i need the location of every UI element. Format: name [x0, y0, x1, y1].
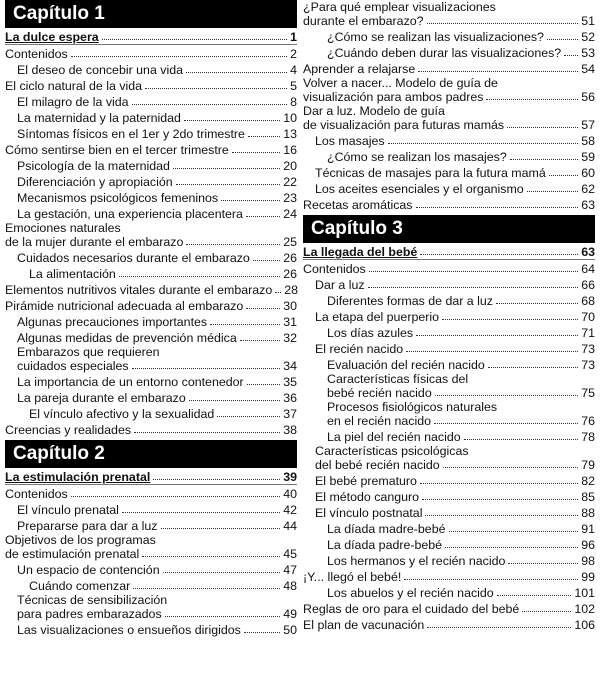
toc-section-title[interactable]: [5, 468, 297, 485]
toc-page-number: 45: [283, 547, 297, 561]
leader-dots: [434, 423, 578, 424]
toc-entry-text: La llegada del bebé: [303, 245, 418, 259]
toc-entry[interactable]: [303, 260, 595, 276]
toc-entry-text: Objetivos de los programas: [5, 533, 156, 547]
toc-entry-text: La alimentación: [29, 267, 116, 281]
leader-dots: [153, 479, 280, 480]
toc-entry[interactable]: [303, 584, 595, 600]
toc-page-number: 32: [283, 331, 297, 345]
chapter-2-toc-continued: [303, 0, 595, 212]
toc-entry[interactable]: [5, 345, 297, 373]
toc-page-number: 20: [283, 159, 297, 173]
toc-entry-text: Cuándo comenzar: [29, 579, 131, 593]
toc-entry-text: El deseo de concebir una vida: [17, 63, 184, 77]
leader-dots: [445, 547, 578, 548]
toc-entry-text: La etapa del puerperio: [315, 310, 440, 324]
toc-entry[interactable]: [303, 324, 595, 340]
leader-dots: [547, 39, 578, 40]
toc-section-title[interactable]: [303, 243, 595, 260]
toc-page-number: 42: [283, 503, 297, 517]
toc-entry-text: ¿Para qué emplear visualizaciones: [303, 0, 496, 14]
leader-dots: [449, 531, 579, 532]
toc-page-number: 102: [574, 602, 595, 616]
toc-page-number: 24: [283, 207, 297, 221]
toc-entry-text: La gestación, una experiencia placentera: [17, 207, 243, 221]
toc-page-number: 38: [283, 423, 297, 437]
toc-page-number: 34: [283, 359, 297, 373]
toc-entry[interactable]: [5, 205, 297, 221]
toc-entry-text: ¿Cómo se realizan los masajes?: [327, 150, 507, 164]
toc-entry[interactable]: [303, 536, 595, 552]
toc-entry-text: Mecanismos psicológicos femeninos: [17, 191, 219, 205]
toc-entry[interactable]: [5, 389, 297, 405]
toc-entry[interactable]: [5, 281, 297, 297]
leader-dots: [248, 136, 280, 137]
toc-page-number: 2: [290, 47, 297, 61]
toc-entry[interactable]: [303, 28, 595, 44]
toc-entry-text-continued: del bebé recién nacido: [315, 458, 440, 472]
toc-entry[interactable]: [5, 329, 297, 345]
toc-entry[interactable]: [5, 189, 297, 205]
toc-entry-text: Creencias y realidades: [5, 423, 132, 437]
toc-page-number: 30: [283, 299, 297, 313]
toc-entry[interactable]: [5, 77, 297, 93]
toc-entry-text: Las visualizaciones o ensueños dirigidos: [17, 623, 241, 637]
toc-page-number: 13: [283, 127, 297, 141]
toc-entry-text: La maternidad y la paternidad: [17, 111, 181, 125]
leader-dots: [522, 611, 571, 612]
toc-entry[interactable]: [5, 45, 297, 61]
leader-dots: [184, 120, 280, 121]
toc-entry-text-continued: visualización para ambos padres: [303, 90, 484, 104]
toc-page-number: 8: [290, 95, 297, 109]
toc-entry[interactable]: [5, 485, 297, 501]
leader-dots: [507, 127, 578, 128]
toc-page-number: 66: [581, 278, 595, 292]
toc-entry[interactable]: [5, 173, 297, 189]
toc-entry-text: ¿Cuándo deben durar las visualizaciones?: [327, 46, 562, 60]
toc-entry[interactable]: [303, 148, 595, 164]
toc-entry-text-continued: durante el embarazo?: [303, 14, 424, 28]
chapter-2-heading: Capítulo 2: [5, 440, 297, 468]
leader-dots: [133, 588, 280, 589]
leader-dots: [368, 287, 579, 288]
leader-dots: [132, 368, 281, 369]
toc-page-number: 56: [581, 90, 595, 104]
toc-entry-text: Psicología de la maternidad: [17, 159, 170, 173]
chapter-1-toc: [5, 28, 297, 437]
toc-entry-text: Diferentes formas de dar a luz: [327, 294, 493, 308]
leader-dots: [425, 515, 578, 516]
toc-entry[interactable]: [5, 621, 297, 637]
toc-entry-text: Pirámide nutricional adecuada al embarazo: [5, 299, 244, 313]
toc-entry-text: Un espacio de contención: [17, 563, 160, 577]
toc-page-number: 57: [581, 118, 595, 132]
toc-entry[interactable]: [5, 593, 297, 621]
toc-entry-text: El plan de vacunación: [303, 618, 425, 632]
leader-dots: [442, 319, 578, 320]
toc-entry-text: El recién nacido: [315, 342, 404, 356]
toc-page-number: 23: [283, 191, 297, 205]
toc-page-number: 1: [290, 30, 297, 44]
leader-dots: [420, 483, 578, 484]
toc-entry-text: El ciclo natural de la vida: [5, 79, 143, 93]
leader-dots: [176, 184, 281, 185]
leader-dots: [189, 400, 280, 401]
toc-entry[interactable]: [303, 292, 595, 308]
toc-entry-text: Los días azules: [327, 326, 414, 340]
toc-entry[interactable]: [303, 44, 595, 60]
toc-entry[interactable]: [5, 405, 297, 421]
leader-dots: [253, 260, 280, 261]
toc-entry-text: Embarazos que requieren: [17, 345, 160, 359]
toc-page-number: 106: [574, 618, 595, 632]
toc-page-number: 60: [581, 166, 595, 180]
toc-entry[interactable]: [5, 313, 297, 329]
toc-page-number: 49: [283, 607, 297, 621]
toc-page-number: 10: [283, 111, 297, 125]
toc-entry[interactable]: [303, 372, 595, 400]
toc-entry-text: La dulce espera: [5, 30, 99, 44]
toc-page-number: 16: [283, 143, 297, 157]
toc-page-number: 98: [581, 554, 595, 568]
toc-page-number: 64: [581, 262, 595, 276]
leader-dots: [508, 563, 578, 564]
toc-entry[interactable]: [303, 60, 595, 76]
leader-dots: [145, 88, 287, 89]
leader-dots: [406, 351, 578, 352]
toc-entry-text-continued: de estimulación prenatal: [5, 547, 140, 561]
toc-entry[interactable]: [303, 180, 595, 196]
toc-entry-text-continued: de visualización para futuras mamás: [303, 118, 505, 132]
toc-entry-text: Dar a luz: [315, 278, 365, 292]
left-column: [5, 0, 297, 637]
leader-dots: [510, 159, 578, 160]
leader-dots: [244, 632, 280, 633]
toc-entry-text: Evaluación del recién nacido: [327, 358, 485, 372]
toc-entry-text: El método canguro: [315, 490, 420, 504]
toc-entry-text: Reglas de oro para el cuidado del bebé: [303, 602, 520, 616]
leader-dots: [435, 395, 578, 396]
toc-page-number: 39: [283, 470, 297, 484]
right-column: [303, 0, 595, 632]
leader-dots: [416, 207, 579, 208]
toc-page-number: 99: [581, 570, 595, 584]
toc-entry-text: Emociones naturales: [5, 221, 121, 235]
toc-page-number: 4: [290, 63, 297, 77]
toc-page-number: 82: [581, 474, 595, 488]
toc-entry[interactable]: [303, 164, 595, 180]
toc-entry-text: Los masajes: [315, 134, 385, 148]
toc-page-number: 28: [284, 283, 299, 297]
leader-dots: [247, 384, 281, 385]
toc-entry[interactable]: [5, 141, 297, 157]
leader-dots: [488, 367, 578, 368]
chapter-3-heading: Capítulo 3: [303, 215, 595, 243]
leader-dots: [388, 143, 579, 144]
leader-dots: [246, 308, 280, 309]
toc-entry[interactable]: [303, 196, 595, 212]
leader-dots: [186, 72, 287, 73]
leader-dots: [71, 496, 281, 497]
toc-entry-text: Algunas medidas de prevención médica: [17, 331, 237, 345]
toc-page-number: 44: [283, 519, 297, 533]
toc-page-number: 50: [283, 623, 297, 637]
toc-entry[interactable]: [303, 600, 595, 616]
leader-dots: [418, 71, 578, 72]
toc-entry-text-continued: bebé recién nacido: [327, 386, 432, 400]
toc-page-number: 79: [581, 458, 595, 472]
toc-entry-text: El vínculo prenatal: [17, 503, 119, 517]
toc-entry-text: Técnicas de sensibilización: [17, 593, 168, 607]
toc-entry[interactable]: [303, 0, 595, 28]
toc-entry-text: La díada padre-bebé: [327, 538, 443, 552]
toc-entry[interactable]: [303, 428, 595, 444]
toc-page-number: 26: [283, 251, 297, 265]
toc-page-number: 85: [581, 490, 595, 504]
toc-entry-text: Síntomas físicos en el 1er y 2do trimestre: [17, 127, 245, 141]
leader-dots: [132, 104, 288, 105]
leader-dots: [142, 556, 280, 557]
toc-entry-text: Características físicas del: [327, 372, 469, 386]
toc-entry[interactable]: [5, 265, 297, 281]
toc-entry-text: Cuidados necesarios durante el embarazo: [17, 251, 250, 265]
toc-entry-text: La estimulación prenatal: [5, 470, 151, 484]
toc-entry[interactable]: [5, 297, 297, 313]
toc-entry-text: El bebé prematuro: [315, 474, 417, 488]
leader-dots: [549, 175, 578, 176]
toc-page-number: 70: [581, 310, 595, 324]
leader-dots: [497, 595, 572, 596]
toc-entry-text: La díada madre-bebé: [327, 522, 446, 536]
toc-entry-text-continued: para padres embarazados: [17, 607, 162, 621]
leader-dots: [416, 335, 578, 336]
leader-dots: [427, 23, 579, 24]
toc-page-number: 73: [581, 342, 595, 356]
toc-entry[interactable]: [5, 249, 297, 265]
leader-dots: [221, 200, 280, 201]
toc-entry-text: ¿Cómo se realizan las visualizaciones?: [327, 30, 544, 44]
leader-dots: [165, 616, 281, 617]
leader-dots: [161, 528, 281, 529]
leader-dots: [427, 627, 571, 628]
toc-entry[interactable]: [303, 444, 595, 472]
toc-entry-text-continued: cuidados especiales: [17, 359, 129, 373]
toc-page-number: 22: [283, 175, 297, 189]
toc-entry[interactable]: [5, 421, 297, 437]
leader-dots: [163, 572, 281, 573]
toc-entry[interactable]: [5, 93, 297, 109]
toc-entry[interactable]: [303, 276, 595, 292]
toc-entry[interactable]: [5, 61, 297, 77]
toc-entry-text: Elementos nutritivos vitales durante el embarazo: [5, 283, 273, 297]
toc-page-number: 101: [574, 586, 595, 600]
toc-entry-text: Los aceites esenciales y el organismo: [315, 182, 524, 196]
toc-entry[interactable]: [5, 501, 297, 517]
toc-page-number: 59: [581, 150, 595, 164]
leader-dots: [496, 303, 578, 304]
toc-entry-text: Volver a nacer... Modelo de guía de: [303, 76, 498, 90]
leader-dots: [71, 56, 287, 57]
toc-entry-text: El vínculo afectivo y la sexualidad: [29, 407, 215, 421]
toc-entry[interactable]: [303, 488, 595, 504]
toc-entry[interactable]: [303, 340, 595, 356]
leader-dots: [122, 512, 280, 513]
toc-page-number: 76: [581, 414, 595, 428]
leader-dots: [422, 499, 578, 500]
leader-dots: [232, 152, 280, 153]
toc-entry[interactable]: [5, 157, 297, 173]
toc-page-number: 5: [290, 79, 297, 93]
toc-page-number: 58: [581, 134, 595, 148]
toc-entry-text: Contenidos: [5, 487, 68, 501]
toc-page-number: 96: [581, 538, 595, 552]
toc-entry[interactable]: [5, 373, 297, 389]
chapter-3-toc: [303, 243, 595, 632]
toc-entry[interactable]: [5, 577, 297, 593]
leader-dots: [404, 579, 578, 580]
toc-entry-text: Aprender a relajarse: [303, 62, 416, 76]
leader-dots: [240, 340, 280, 341]
chapter-1-heading: Capítulo 1: [5, 0, 297, 28]
toc-page-number: 36: [283, 391, 297, 405]
toc-page-number: 73: [581, 358, 595, 372]
leader-dots: [443, 467, 579, 468]
toc-page-number: 62: [581, 182, 595, 196]
toc-section-title[interactable]: [5, 28, 297, 45]
toc-entry-text: Procesos fisiológicos naturales: [327, 400, 498, 414]
leader-dots: [486, 99, 578, 100]
toc-entry-text: Técnicas de masajes para la futura mamá: [315, 166, 546, 180]
toc-entry-text: Características psicológicas: [315, 444, 469, 458]
toc-page-number: 63: [581, 245, 595, 259]
toc-page-number: 53: [581, 46, 595, 60]
toc-page-number: 51: [581, 14, 595, 28]
toc-entry-text: Cómo sentirse bien en el tercer trimestre: [5, 143, 229, 157]
toc-entry-text: Los abuelos y el recién nacido: [327, 586, 494, 600]
toc-page-number: 26: [283, 267, 297, 281]
toc-page-number: 91: [581, 522, 595, 536]
leader-dots: [464, 439, 579, 440]
leader-dots: [246, 216, 280, 217]
toc-entry-text: Contenidos: [5, 47, 68, 61]
toc-entry-text: El milagro de la vida: [17, 95, 129, 109]
toc-page-number: 54: [581, 62, 595, 76]
toc-entry-text: La pareja durante el embarazo: [17, 391, 186, 405]
toc-page-number: 35: [283, 375, 297, 389]
toc-entry-text: Dar a luz. Modelo de guía: [303, 104, 445, 118]
leader-dots: [186, 244, 280, 245]
toc-entry[interactable]: [5, 533, 297, 561]
leader-dots: [217, 416, 280, 417]
toc-entry-text: Algunas precauciones importantes: [17, 315, 208, 329]
toc-page-number: 88: [581, 506, 595, 520]
toc-page-number: 25: [283, 235, 297, 249]
toc-page-number: 75: [581, 386, 595, 400]
toc-entry[interactable]: [5, 109, 297, 125]
toc-entry[interactable]: [5, 125, 297, 141]
toc-page-number: 40: [283, 487, 297, 501]
leader-dots: [564, 55, 578, 56]
chapter-2-toc: [5, 468, 297, 637]
toc-entry[interactable]: [5, 221, 297, 249]
leader-dots: [420, 254, 578, 255]
leader-dots: [210, 324, 280, 325]
toc-entry-text: Contenidos: [303, 262, 366, 276]
toc-entry[interactable]: [303, 520, 595, 536]
toc-entry-text: Recetas aromáticas: [303, 198, 413, 212]
leader-dots: [527, 191, 579, 192]
toc-entry[interactable]: [5, 561, 297, 577]
toc-page-number: 31: [283, 315, 297, 329]
toc-page-number: 78: [581, 430, 595, 444]
leader-dots: [369, 271, 579, 272]
toc-entry-text-continued: de la mujer durante el embarazo: [5, 235, 184, 249]
toc-entry-text: La importancia de un entorno contenedor: [17, 375, 244, 389]
toc-entry[interactable]: [303, 132, 595, 148]
toc-entry-text: Los hermanos y el recién nacido: [327, 554, 506, 568]
toc-entry-text: La piel del recién nacido: [327, 430, 461, 444]
toc-page-number: 52: [581, 30, 595, 44]
toc-page-number: 63: [581, 198, 595, 212]
toc-page-number: 48: [283, 579, 297, 593]
leader-dots: [173, 168, 280, 169]
leader-dots: [275, 292, 281, 293]
toc-entry-text: Diferenciación y apropiación: [17, 175, 173, 189]
toc-entry[interactable]: [303, 568, 595, 584]
toc-entry[interactable]: [303, 76, 595, 104]
toc-entry[interactable]: [303, 472, 595, 488]
toc-page-number: 71: [581, 326, 595, 340]
toc-entry[interactable]: [303, 400, 595, 428]
toc-entry[interactable]: [303, 308, 595, 324]
toc-entry-text: El vínculo postnatal: [315, 506, 423, 520]
toc-entry[interactable]: [303, 356, 595, 372]
leader-dots: [119, 276, 280, 277]
toc-page-number: 47: [283, 563, 297, 577]
toc-page-number: 68: [581, 294, 595, 308]
toc-entry[interactable]: [303, 616, 595, 632]
toc-entry-text: ¡Y... llegó el bebé!: [303, 570, 402, 584]
leader-dots: [134, 432, 280, 433]
toc-entry[interactable]: [303, 504, 595, 520]
toc-entry[interactable]: [5, 517, 297, 533]
leader-dots: [102, 39, 287, 40]
toc-entry-text-continued: en el recién nacido: [327, 414, 432, 428]
toc-page-number: 37: [283, 407, 297, 421]
toc-entry[interactable]: [303, 552, 595, 568]
toc-entry[interactable]: [303, 104, 595, 132]
toc-entry-text: Prepararse para dar a luz: [17, 519, 158, 533]
